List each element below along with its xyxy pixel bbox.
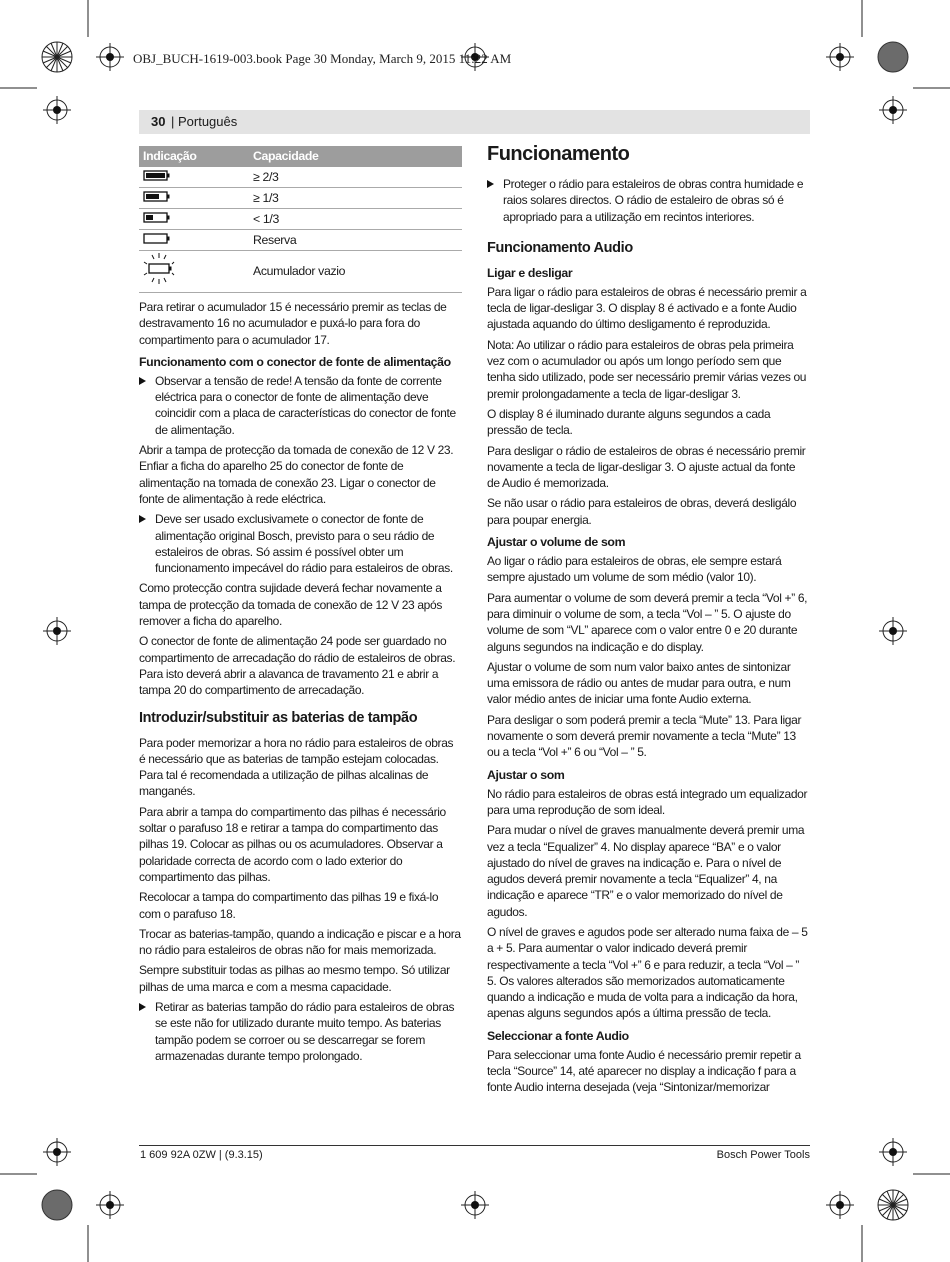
paragraph: Para abrir a tampa do compartimento das pilhas é necessário soltar o parafuso 18 e retirar a tampa do compartimento das pilhas 19. Colocar as pilhas ou os acumuladores. Observar a polaridade correcta de acordo com o lado exterior do compartimento das pilhas.: [139, 804, 446, 884]
page-header-band: [139, 110, 810, 134]
table-row: [139, 188, 462, 209]
paragraph: Para poder memorizar a hora no rádio para estaleiros de obras é necessário que as baterias de tampão estejam colocadas. Para tal é recomendada a utilização de pilhas alcalinas de manganés.: [139, 735, 454, 799]
paragraph: Para aumentar o volume de som deverá premir a tecla “Vol +” 6, para diminuir o volume de som, a tecla “Vol – ” 5. O ajuste do volume de som “VL” aparece com o valor entre 0 e 20 durante alguns segundos na indicação e do display.: [487, 590, 808, 654]
triangle-bullet-icon: [139, 1003, 146, 1011]
table-row: [139, 230, 462, 251]
paragraph: O nível de graves e agudos pode ser alterado numa faixa de – 5 a + 5. Para aumentar o valor indicado deverá premir respectivamente a tecla “Vol +” 6 e para reduzir, a tecla “Vol – ” 5. Os valores alterados são memorizados automaticamente quando a indicação e muda de volta para a indicação da hora, apenas alguns segundos após a última pressão de tecla.: [487, 924, 808, 1021]
paragraph: Para retirar o acumulador 15 é necessário premir as teclas de destravamento 16 no acumulador e puxá-lo para fora do compartimento para o acumulador 17.: [139, 300, 447, 347]
battery-two-thirds-icon: [143, 191, 171, 202]
warning-bullet: Deve ser usado exclusivamete o conector de fonte de alimentação original Bosch, previsto para o seu rádio de estaleiros de obras. Só assim é possível obter um funcionamento impecável do rádio para estaleiros de obras.: [139, 511, 462, 576]
paragraph: Trocar as baterias-tampão, quando a indicação e piscar e a hora no rádio para estaleiros de obras não for mais memorizada.: [139, 926, 461, 958]
battery-one-third-icon: [143, 212, 171, 223]
heading-som: Ajustar o som: [487, 767, 565, 782]
table-header-indicacao: Indicação: [139, 146, 249, 167]
table-row: [139, 209, 462, 230]
footer-doc-number: 1 609 92A 0ZW | (9.3.15): [140, 1149, 263, 1161]
capacity-table: [139, 146, 462, 293]
heading-fonte: Seleccionar a fonte Audio: [487, 1028, 629, 1043]
triangle-bullet-icon: [487, 180, 494, 188]
heading-conector: Funcionamento com o conector de fonte de alimentação: [139, 354, 451, 369]
heading-audio: Funcionamento Audio: [487, 239, 633, 256]
triangle-bullet-icon: [139, 515, 146, 523]
table-cell-capacity: ≥ 2/3: [249, 167, 462, 188]
paragraph: No rádio para estaleiros de obras está integrado um equalizador para uma reprodução de som ideal.: [487, 786, 808, 817]
paragraph: Abrir a tampa de protecção da tomada de conexão de 12 V 23. Enfiar a ficha do aparelho 25 do conector de fonte de alimentação na tomada de conexão 23. Ligar o conector de fonte de alimentação à rede eléctrica.: [139, 443, 454, 506]
table-header-capacidade: Capacidade: [249, 146, 462, 167]
table-cell-capacity: Reserva: [249, 230, 462, 251]
table-cell-capacity: ≥ 1/3: [249, 188, 462, 209]
paragraph: O conector de fonte de alimentação 24 pode ser guardado no compartimento de arrecadação do rádio de estaleiros de obras. Para isto deverá abrir a alavanca de travamento 21 e abrir a tampa 20 do compartimento de arrecadação.: [139, 634, 456, 698]
paragraph: Ao ligar o rádio para estaleiros de obras, ele sempre estará sempre ajustado um volume de som médio (valor 10).: [487, 554, 782, 585]
table-cell-capacity: < 1/3: [249, 209, 462, 230]
table-row: [139, 167, 462, 188]
paragraph: Para desligar o som poderá premir a tecla “Mute” 13. Para ligar novamente o som deverá premir novamente a tecla “Mute” 13 ou a tecla “Vol +” 6 ou “Vol – ” 5.: [487, 712, 802, 760]
paragraph: Para ligar o rádio para estaleiros de obras é necessário premir a tecla de ligar-desligar 3. O display 8 é activado e a fonte Audio ajustada aquando do último desligamento é reproduzida.: [487, 284, 807, 332]
heading-volume: Ajustar o volume de som: [487, 535, 626, 550]
right-column: [487, 142, 810, 1100]
battery-empty-icon: [143, 233, 171, 244]
battery-blinking-icon: [143, 252, 177, 286]
paragraph: Nota: Ao utilizar o rádio para estaleiros de obras pela primeira vez com o acumulador ou após um longo período sem que tenha sido utilizado, pode ser necessário premir várias vezes ou premir prolongadamente a tecla de ligar-desligar 3.: [487, 337, 807, 401]
page-language: | Português: [171, 114, 238, 129]
paragraph: Recolocar a tampa do compartimento das pilhas 19 e fixá-lo com o parafuso 18.: [139, 890, 439, 921]
page-number: 30: [151, 114, 166, 129]
paragraph: Sempre substituir todas as pilhas ao mesmo tempo. Só utilizar pilhas de uma marca e com a mesma capacidade.: [139, 963, 450, 994]
footer-rule: [139, 1145, 810, 1146]
footer-brand: Bosch Power Tools: [716, 1149, 810, 1161]
heading-baterias: Introduzir/substituir as baterias de tampão: [139, 709, 418, 726]
warning-bullet: Retirar as baterias tampão do rádio para estaleiros de obras se este não for utilizado durante muito tempo. As baterias tampão podem se corroer ou se descarregar se forem armazenadas durante tempo prolongado.: [139, 999, 462, 1064]
table-cell-capacity: Acumulador vazio: [249, 251, 462, 293]
paragraph: Para seleccionar uma fonte Audio é necessário premir repetir a tecla “Source” 14, até aparecer no display a indicação f para a fonte Audio interna desejada (veja “Sintonizar/memorizar: [487, 1047, 801, 1095]
print-header: OBJ_BUCH-1619-003.book Page 30 Monday, March 9, 2015 11:22 AM: [133, 51, 512, 66]
heading-ligar: Ligar e desligar: [487, 265, 573, 280]
heading-funcionamento: Funcionamento: [487, 143, 630, 165]
paragraph: Para mudar o nível de graves manualmente deverá premir uma vez a tecla “Equalizer” 4. No display aparece “BA” e o valor ajustado do nível de graves na indicação e. Para o nível de agudos deverá premir novamente a tecla “Equalizer” 4, na indicação e aparece “TR” e o valor memorizado do nível de agudos.: [487, 823, 805, 919]
warning-bullet: Proteger o rádio para estaleiros de obras contra humidade e raios solares directos. O rádio de estaleiro de obras só é apropriado para a utilização em recintos interiores.: [487, 176, 810, 225]
paragraph: Para desligar o rádio de estaleiros de obras é necessário premir novamente a tecla de ligar-desligar 3. O ajuste actual da fonte de Audio é memorizada.: [487, 443, 806, 491]
table-row: [139, 251, 462, 293]
paragraph: O display 8 é iluminado durante alguns segundos a cada pressão de tecla.: [487, 406, 771, 438]
warning-bullet: Observar a tensão de rede! A tensão da fonte de corrente eléctrica para o conector de fonte de alimentação deve coincidir com a placa de características do conector de fonte de alimentação.: [139, 373, 462, 438]
battery-full-icon: [143, 170, 171, 181]
paragraph: Se não usar o rádio para estaleiros de obras, deverá desligálo para poupar energia.: [487, 496, 797, 527]
paragraph: Como protecção contra sujidade deverá fechar novamente a tampa de protecção da tomada de conexão de 12 V 23 após remover a ficha do aparelho.: [139, 581, 442, 629]
triangle-bullet-icon: [139, 377, 146, 385]
left-column: [139, 146, 462, 1068]
paragraph: Ajustar o volume de som num valor baixo antes de sintonizar uma emissora de rádio ou antes de mudar para outra, e num valor médio antes de iniciar uma fonte Audio externa.: [487, 659, 791, 707]
